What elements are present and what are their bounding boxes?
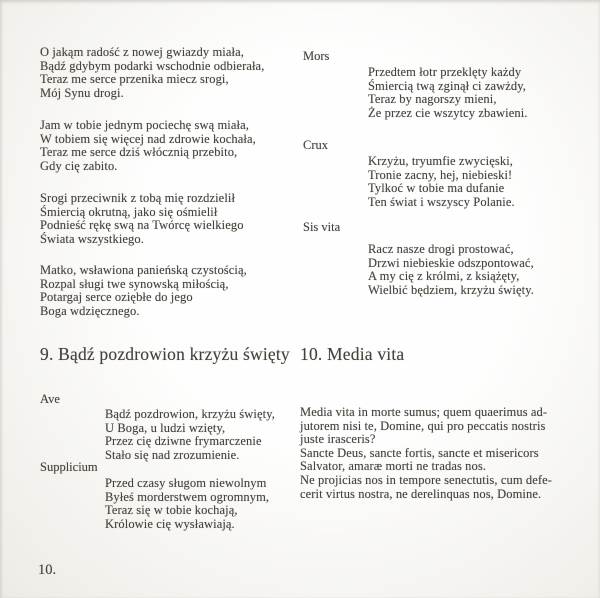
stanza: [40, 192, 244, 246]
paragraph-line: Ne projicias nos in tempore senectutis, cum defe-: [300, 472, 553, 487]
verse-line: Srogi przeciwnik z tobą mię rozdzielił: [40, 191, 236, 205]
verse-line: Świata wszystkiego.: [40, 231, 144, 246]
verse-line: Przed czasy sługom niewolnym: [105, 476, 267, 490]
stanza: [368, 243, 534, 297]
verse-line: Że przez cie wszytcy zbawieni.: [368, 105, 528, 120]
verse-line: Przez cię dziwne frymarczenie: [105, 434, 262, 449]
section-label: Supplicium: [40, 460, 98, 474]
verse-line: Byłeś morderstwem ogromnym,: [105, 489, 270, 504]
verse-line: Śmiercią twą zginął ci zawżdy,: [368, 78, 527, 93]
verse-line: Śmiercią okrutną, jako się ośmielił: [40, 204, 218, 219]
section-label: Sis vita: [303, 220, 341, 234]
verse-line: Tylkoć w tobie ma dufanie: [368, 181, 505, 196]
verse-line: Podnieść rękę swą na Twórcę wielkiego: [40, 218, 244, 233]
song-heading: 9. Bądź pozdrowion krzyżu święty: [40, 344, 290, 364]
verse-line: Krzyżu, tryumfie zwycięski,: [368, 154, 514, 168]
verse-line: O jakąm radość z nowej gwiazdy miała,: [40, 45, 244, 59]
verse-line: Stało się nad zrozumienie.: [105, 447, 240, 462]
verse-line: Tronie zacny, hej, niebieski!: [368, 167, 513, 182]
verse-line: Racz nasze drogi prostować,: [368, 242, 514, 256]
paragraph-line: Sancte Deus, sancte fortis, sancte et misericors: [300, 445, 539, 460]
verse-line: W tobiem się więcej nad zdrowie kochała,: [40, 131, 256, 146]
verse-line: Królowie cię wysławiają.: [105, 516, 235, 531]
section-label: Crux: [303, 138, 328, 152]
verse-line: Bądź gdybym podarki wschodnie odbierała,: [40, 58, 265, 73]
verse-line: Gdy cię zabito.: [40, 158, 118, 173]
verse-line: Jam w tobie jednym pociechę swą miała,: [40, 118, 249, 132]
verse-line: Teraz by nagorszy mieni,: [368, 92, 497, 107]
page-number: 10.: [38, 562, 57, 578]
paragraph-line: Media vita in morte sumus; quem quaerimus ad-: [300, 405, 548, 419]
verse-line: Teraz się w tobie kochają,: [105, 503, 238, 518]
paragraph-line: juste irasceris?: [300, 432, 376, 447]
stanza: [40, 264, 247, 318]
stanza: [368, 66, 528, 120]
stanza: [105, 477, 269, 531]
verse-line: Rozpal sługi twe synowską miłością,: [40, 276, 229, 291]
paragraph-line: jutorem nisi te, Domine, qui pro peccatis nostris: [300, 418, 546, 433]
verse-line: Przedtem łotr przeklęty każdy: [368, 65, 522, 79]
stanza: [105, 408, 275, 462]
verse-line: Wielbić będziem, krzyżu święty.: [368, 282, 534, 297]
verse-line: Teraz me serce przenika miecz srogi,: [40, 72, 229, 87]
latin-paragraph: [300, 406, 552, 501]
verse-line: Matko, wsławiona panieńską czystością,: [40, 263, 247, 277]
verse-line: Drzwi niebieskie odszpontować,: [368, 255, 534, 270]
stanza: [368, 155, 515, 209]
verse-line: Teraz me serce dziś włócznią przebito,: [40, 145, 238, 160]
verse-line: U Boga, u ludzi wzięty,: [105, 420, 226, 435]
paragraph-line: cerit virtus nostra, ne derelinquas nos, Domine.: [300, 486, 542, 501]
section-label: Mors: [303, 49, 330, 63]
paragraph-line: Salvator, amaræ morti ne tradas nos.: [300, 459, 487, 474]
song-heading: 10. Media vita: [300, 344, 405, 364]
section-label: Ave: [40, 392, 60, 406]
verse-line: Ten świat i wszyscy Polanie.: [368, 194, 515, 209]
verse-line: Boga wdzięcznego.: [40, 303, 140, 318]
verse-line: Potargaj serce oziębłe do jego: [40, 290, 193, 305]
stanza: [40, 46, 264, 100]
verse-line: A my cię z królmi, z książęty,: [368, 269, 520, 284]
verse-line: Bądź pozdrowion, krzyżu święty,: [105, 407, 275, 421]
verse-line: Mój Synu drogi.: [40, 85, 124, 100]
stanza: [40, 119, 256, 173]
